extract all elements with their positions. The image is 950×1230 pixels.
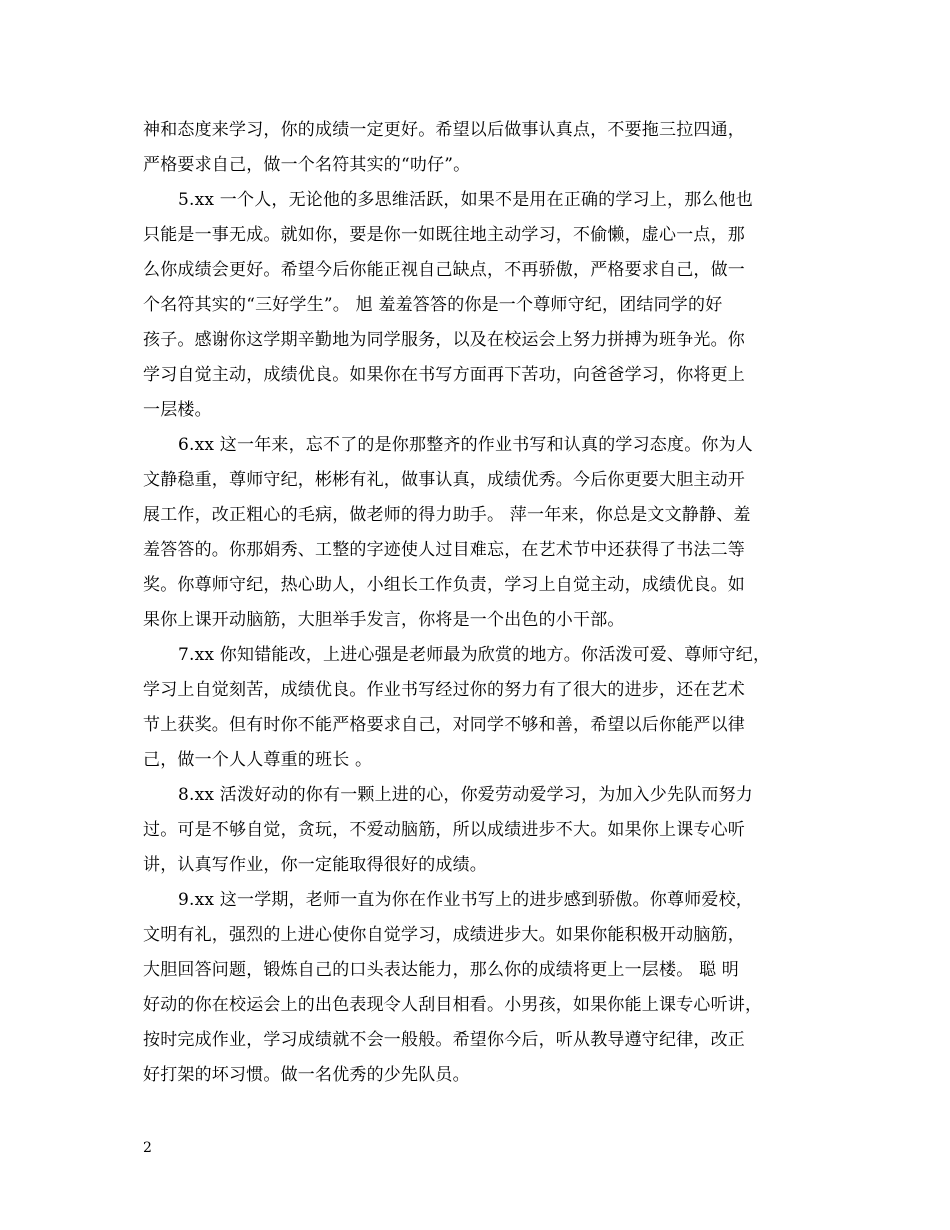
text-line: 过。可是不够自觉，贪玩，不爱动脑筋，所以成绩进步不大。如果你上课专心听 — [143, 820, 745, 840]
text-line: 个名符其实的“三好学生”。 旭 羞羞答答的你是一个尊师守纪，团结同学的好 — [143, 295, 723, 315]
page-number: 2 — [143, 1140, 152, 1156]
text-line: 按时完成作业，学习成绩就不会一般般。希望你今后，听从教导遵守纪律，改正 — [143, 1030, 745, 1050]
text-line: 节上获奖。但有时你不能严格要求自己，对同学不够和善，希望以后你能严以律 — [143, 715, 745, 735]
text-line: 展工作，改正粗心的毛病，做老师的得力助手。 萍一年来，你总是文文静静、羞 — [143, 505, 751, 525]
paragraph-6-line: 6.xx 这一年来，忘不了的是你那整齐的作业书写和认真的学习态度。你为人 — [178, 435, 753, 455]
paragraph-9-line: 9.xx 这一学期，老师一直为你在作业书写上的进步感到骄傲。你尊师爱校， — [178, 890, 753, 910]
text-line: 神和态度来学习，你的成绩一定更好。希望以后做事认真点，不要拖三拉四通， — [143, 120, 745, 140]
text-line: 果你上课开动脑筋，大胆举手发言，你将是一个出色的小干部。 — [143, 610, 625, 630]
paragraph-5-line: 5.xx 一个人，无论他的多思维活跃，如果不是用在正确的学习上，那么他也 — [178, 190, 753, 210]
text-line: 严格要求自己，做一个名符其实的“叻仔”。 — [143, 155, 471, 175]
text-line: 大胆回答问题，锻炼自己的口头表达能力，那么你的成绩将更上一层楼。 聪 明 — [143, 960, 740, 980]
text-line: 么你成绩会更好。希望今后你能正视自己缺点，不再骄傲，严格要求自己，做一 — [143, 260, 745, 280]
paragraph-7-line: 7.xx 你知错能改，上进心强是老师最为欣赏的地方。你活泼可爱、尊师守纪， — [178, 645, 771, 665]
text-line: 羞答答的。你那娟秀、工整的字迹使人过目难忘，在艺术节中还获得了书法二等 — [143, 540, 745, 560]
text-line: 孩子。感谢你这学期辛勤地为同学服务，以及在校运会上努力拼搏为班争光。你 — [143, 330, 745, 350]
text-line: 只能是一事无成。就如你，要是你一如既往地主动学习，不偷懒，虚心一点，那 — [143, 225, 745, 245]
text-line: 好打架的坏习惯。做一名优秀的少先队员。 — [143, 1065, 470, 1085]
text-line: 学习自觉主动，成绩优良。如果你在书写方面再下苦功，向爸爸学习，你将更上 — [143, 365, 745, 385]
text-line: 讲，认真写作业，你一定能取得很好的成绩。 — [143, 855, 487, 875]
paragraph-8-line: 8.xx 活泼好动的你有一颗上进的心，你爱劳动爱学习，为加入少先队而努力 — [178, 785, 753, 805]
text-line: 学习上自觉刻苦，成绩优良。作业书写经过你的努力有了很大的进步，还在艺术 — [143, 680, 745, 700]
text-line: 奖。你尊师守纪，热心助人，小组长工作负责，学习上自觉主动，成绩优良。如 — [143, 575, 745, 595]
text-line: 己，做一个人人尊重的班长 。 — [143, 750, 373, 770]
text-line: 文明有礼，强烈的上进心使你自觉学习，成绩进步大。如果你能积极开动脑筋， — [143, 925, 745, 945]
text-line: 一层楼。 — [143, 400, 212, 420]
text-line: 文静稳重，尊师守纪，彬彬有礼，做事认真，成绩优秀。今后你更要大胆主动开 — [143, 470, 745, 490]
text-line: 好动的你在校运会上的出色表现令人刮目相看。小男孩，如果你能上课专心听讲， — [143, 995, 763, 1015]
